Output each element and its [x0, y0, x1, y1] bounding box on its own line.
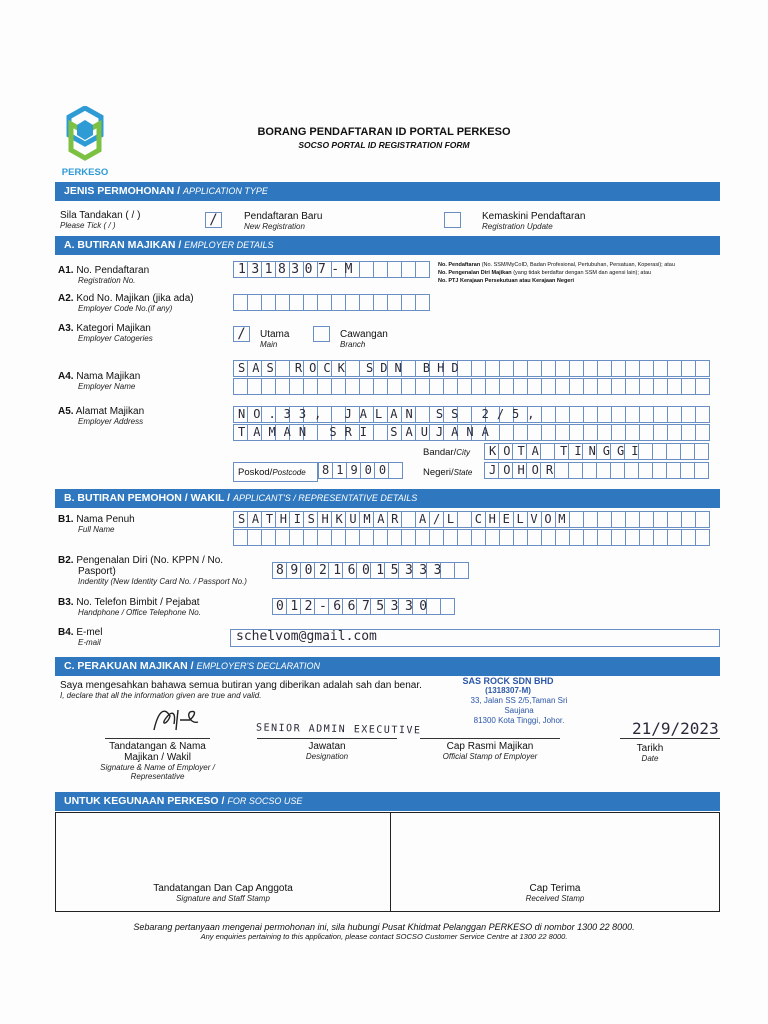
b2-label: B2. Pengenalan Diri (No. KPPN / No. Pasport) Indentity (New Identity Card No. / Passport No.) — [58, 555, 247, 586]
city-label: Bandar/City — [423, 447, 471, 458]
designation-caption: Jawatan Designation — [305, 741, 349, 761]
branch-category-checkbox[interactable] — [313, 326, 330, 342]
a4-label: A4. Nama Majikan Employer Name — [58, 371, 141, 391]
employer-code-grid[interactable] — [233, 294, 430, 311]
new-registration-label: Pendaftaran Baru New Registration — [244, 211, 323, 231]
state-label: Negeri/State — [423, 467, 473, 478]
postcode-value: 81900 — [322, 463, 394, 477]
a5-label: A5. Alamat Majikan Employer Address — [58, 406, 145, 426]
main-category-label: Utama Main — [260, 329, 290, 349]
company-stamp: SAS ROCK SDN BHD (1318307-M) 33, Jalan SS 2/5,Taman Sri Saujana 81300 Kota Tinggi, Johor. — [462, 676, 568, 725]
a3-label: A3. Kategori Majikan Employer Catogeries — [58, 323, 153, 343]
form-subtitle: SOCSO PORTAL ID REGISTRATION FORM — [298, 140, 470, 150]
identity-no-value: 890216015333 — [276, 563, 448, 578]
received-stamp-caption: Cap Terima Received Stamp — [525, 883, 585, 903]
address-line1-value: NO.33, JALAN SS 2/5, — [238, 407, 543, 421]
date-value: 21/9/2023 — [632, 719, 719, 738]
phone-no-value: 012-6675330 — [276, 599, 434, 614]
email-value: schelvom@gmail.com — [236, 629, 377, 644]
postcode-label: Poskod/Postcode — [238, 467, 306, 478]
main-category-checkbox[interactable]: / — [233, 326, 250, 342]
a2-label: A2. Kod No. Majikan (jika ada) Employer Code No.(if any) — [58, 293, 194, 313]
logo-text: PERKESO — [61, 167, 109, 178]
employer-name-grid-row2[interactable] — [233, 378, 710, 395]
b4-label: B4. E-mel E-mail — [58, 627, 103, 647]
declaration-bar: C. PERAKUAN MAJIKAN / EMPLOYER'S DECLARATION — [55, 657, 720, 676]
city-value: KOTA TINGGI — [489, 444, 646, 458]
state-value: JOHOR — [489, 463, 561, 477]
a1-label: A1. No. Pendaftaran Registration No. — [58, 265, 150, 285]
employer-name-value: SAS ROCK SDN BHD — [238, 361, 466, 375]
b3-label: B3. No. Telefon Bimbit / Pejabat Handphone / Office Telephone No. — [58, 597, 201, 617]
registration-no-note: No. Pendaftaran (No. SSM/MyCoID, Badan Profesional, Pertubuhan, Persatuan, Koperasi); atau No. Pengenalan Diri Majikan (yang tidak berdaftar dengan SSM dan agensi lain); atau No. PTJ Kerajaan Persekutuan atau Kerajaan Negeri — [438, 262, 675, 284]
applicant-details-bar: B. BUTIRAN PEMOHON / WAKIL / APPLICANT'S / REPRESENTATIVE DETAILS — [55, 489, 720, 508]
new-registration-checkbox[interactable]: / — [205, 212, 222, 228]
signature-caption: Tandatangan & Nama Majikan / Wakil Signature & Name of Employer / Representative — [100, 741, 215, 781]
application-type-bar: JENIS PERMOHONAN / APPLICATION TYPE — [55, 182, 720, 201]
staff-stamp-caption: Tandatangan Dan Cap Anggota Signature and Staff Stamp — [153, 883, 293, 903]
address-line2-value: TAMAN SRI SAUJANA — [238, 425, 497, 439]
socso-use-bar: UNTUK KEGUNAAN PERKESO / FOR SOCSO USE — [55, 792, 720, 811]
employer-details-bar: A. BUTIRAN MAJIKAN / EMPLOYER DETAILS — [55, 236, 720, 255]
date-caption: Tarikh Date — [636, 743, 664, 763]
designation-value: SENIOR ADMIN EXECUTIVE — [255, 722, 422, 737]
tick-instruction: Sila Tandakan ( / ) Please Tick ( / ) — [60, 210, 141, 230]
b1-label: B1. Nama Penuh Full Name — [58, 514, 135, 534]
official-stamp-caption: Cap Rasmi Majikan Official Stamp of Employer — [442, 741, 538, 761]
full-name-value: SATHISHKUMAR A/L CHELVOM — [238, 512, 573, 526]
declaration-text: Saya mengesahkan bahawa semua butiran yang diberikan adalah sah dan benar. I, declare that all the information given are true and valid. — [60, 680, 422, 700]
registration-update-checkbox[interactable] — [444, 212, 461, 228]
employer-signature — [146, 702, 206, 736]
branch-category-label: Cawangan Branch — [340, 329, 388, 349]
form-title: BORANG PENDAFTARAN ID PORTAL PERKESO — [257, 126, 511, 138]
full-name-grid-row2[interactable] — [233, 529, 710, 546]
registration-update-label: Kemaskini Pendaftaran Registration Update — [482, 211, 586, 231]
registration-no-value: 1318307-M — [238, 262, 358, 277]
footer-note: Sebarang pertanyaan mengenai permohonan ini, sila hubungi Pusat Khidmat Pelanggan PERKESO di nombor 1300 22 8000. Any enquiries pertaining to this application, please contact SOCSO Customer Service Centre at 1300 22 8000. — [133, 922, 635, 941]
